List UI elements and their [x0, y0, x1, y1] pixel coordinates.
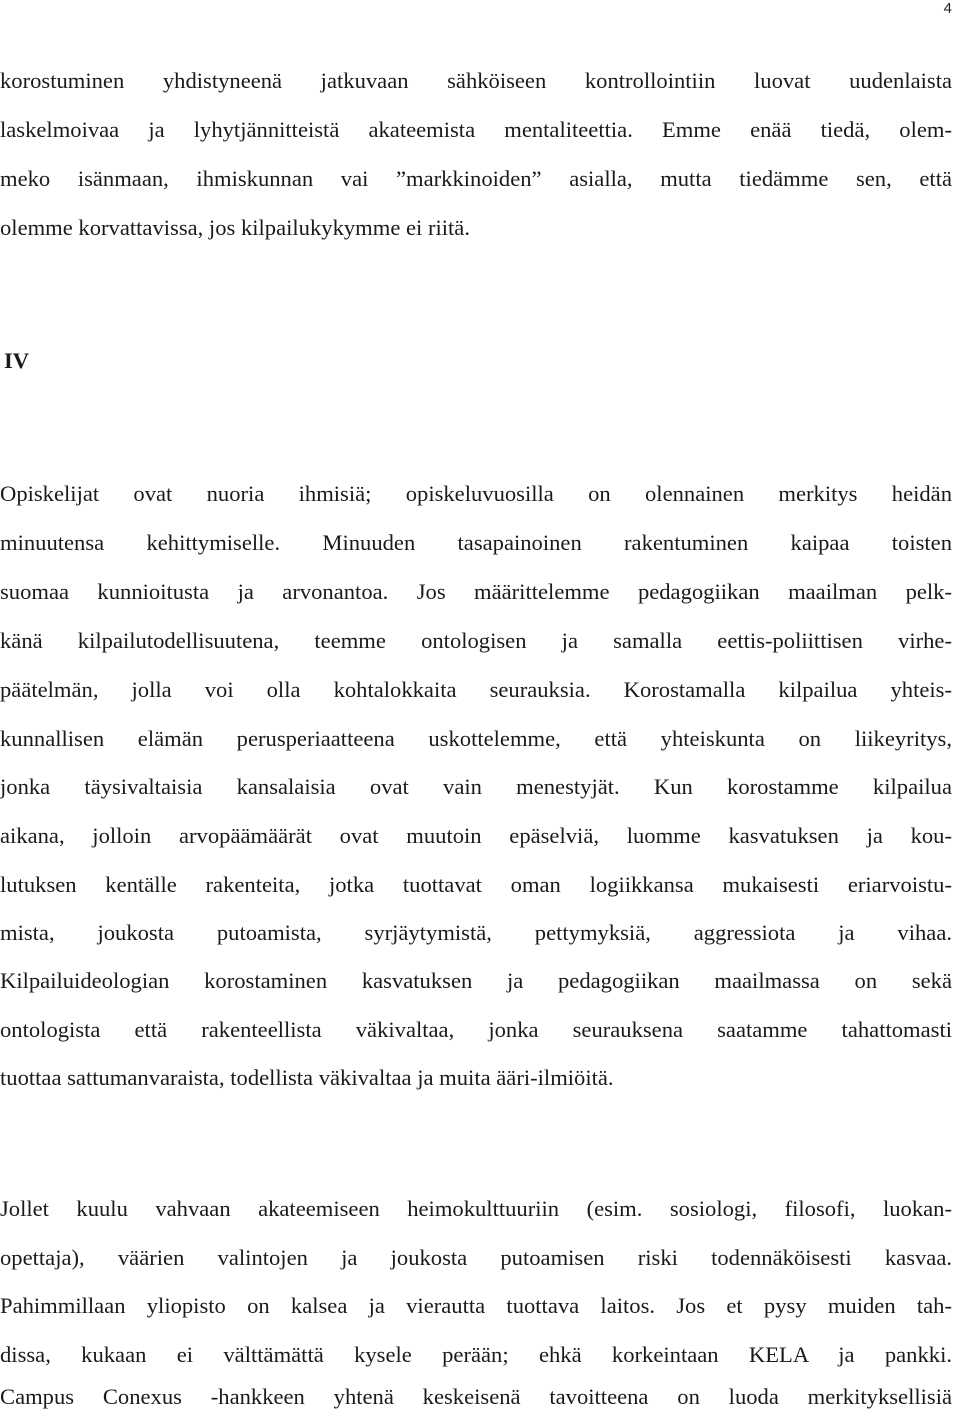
- text-line: päätelmän, jolla voi olla kohtalokkaita seurauksia. Korostamalla kilpailua yhteis-: [0, 677, 952, 702]
- text-line: Jollet kuulu vahvaan akateemiseen heimokulttuuriin (esim. sosiologi, filosofi, luokan-: [0, 1196, 952, 1221]
- text-line: laskelmoivaa ja lyhytjännitteistä akateemista mentaliteettia. Emme enää tiedä, olem-: [0, 117, 952, 142]
- section-heading: IV: [4, 348, 30, 373]
- text-line: olemme korvattavissa, jos kilpailukykymme ei riitä.: [0, 215, 470, 240]
- text-line: jonka täysivaltaisia kansalaisia ovat vain menestyjät. Kun korostamme kilpailua: [0, 774, 952, 799]
- text-line: korostuminen yhdistyneenä jatkuvaan sähköiseen kontrollointiin luovat uudenlaista: [0, 68, 952, 93]
- text-line: känä kilpailutodellisuutena, teemme ontologisen ja samalla eettis-poliittisen virhe-: [0, 628, 952, 653]
- page-number: 4: [943, 0, 952, 17]
- text-line: meko isänmaan, ihmiskunnan vai ”markkinoiden” asialla, mutta tiedämme sen, että: [0, 166, 952, 191]
- text-line: Kilpailuideologian korostaminen kasvatuksen ja pedagogiikan maailmassa on sekä: [0, 968, 952, 993]
- text-line: minuutensa kehittymiselle. Minuuden tasapainoinen rakentuminen kaipaa toisten: [0, 530, 952, 555]
- text-line: aikana, jolloin arvopäämäärät ovat muutoin epäselviä, luomme kasvatuksen ja kou-: [0, 823, 952, 848]
- text-line: Pahimmillaan yliopisto on kalsea ja vierautta tuottava laitos. Jos et pysy muiden tah-: [0, 1293, 952, 1318]
- text-line: Campus Conexus -hankkeen yhtenä keskeisenä tavoitteena on luoda merkityksellisiä: [0, 1384, 952, 1409]
- text-line: suomaa kunnioitusta ja arvonantoa. Jos määrittelemme pedagogiikan maailman pelk-: [0, 579, 952, 604]
- text-line: dissa, kukaan ei välttämättä kysele perään; ehkä korkeintaan KELA ja pankki.: [0, 1342, 952, 1367]
- text-line: lutuksen kentälle rakenteita, jotka tuottavat oman logiikkansa mukaisesti eriarvoistu-: [0, 872, 952, 897]
- text-line: tuottaa sattumanvaraista, todellista väkivaltaa ja muita ääri-ilmiöitä.: [0, 1065, 614, 1090]
- text-line: opettaja), väärien valintojen ja joukosta putoamisen riski todennäköisesti kasvaa.: [0, 1245, 952, 1270]
- text-line: kunnallisen elämän perusperiaatteena uskottelemme, että yhteiskunta on liikeyritys,: [0, 726, 952, 751]
- text-line: Opiskelijat ovat nuoria ihmisiä; opiskeluvuosilla on olennainen merkitys heidän: [0, 481, 952, 506]
- text-line: ontologista että rakenteellista väkivaltaa, jonka seurauksena saatamme tahattomasti: [0, 1017, 952, 1042]
- text-line: mista, joukosta putoamista, syrjäytymistä, pettymyksiä, aggressiota ja vihaa.: [0, 920, 952, 945]
